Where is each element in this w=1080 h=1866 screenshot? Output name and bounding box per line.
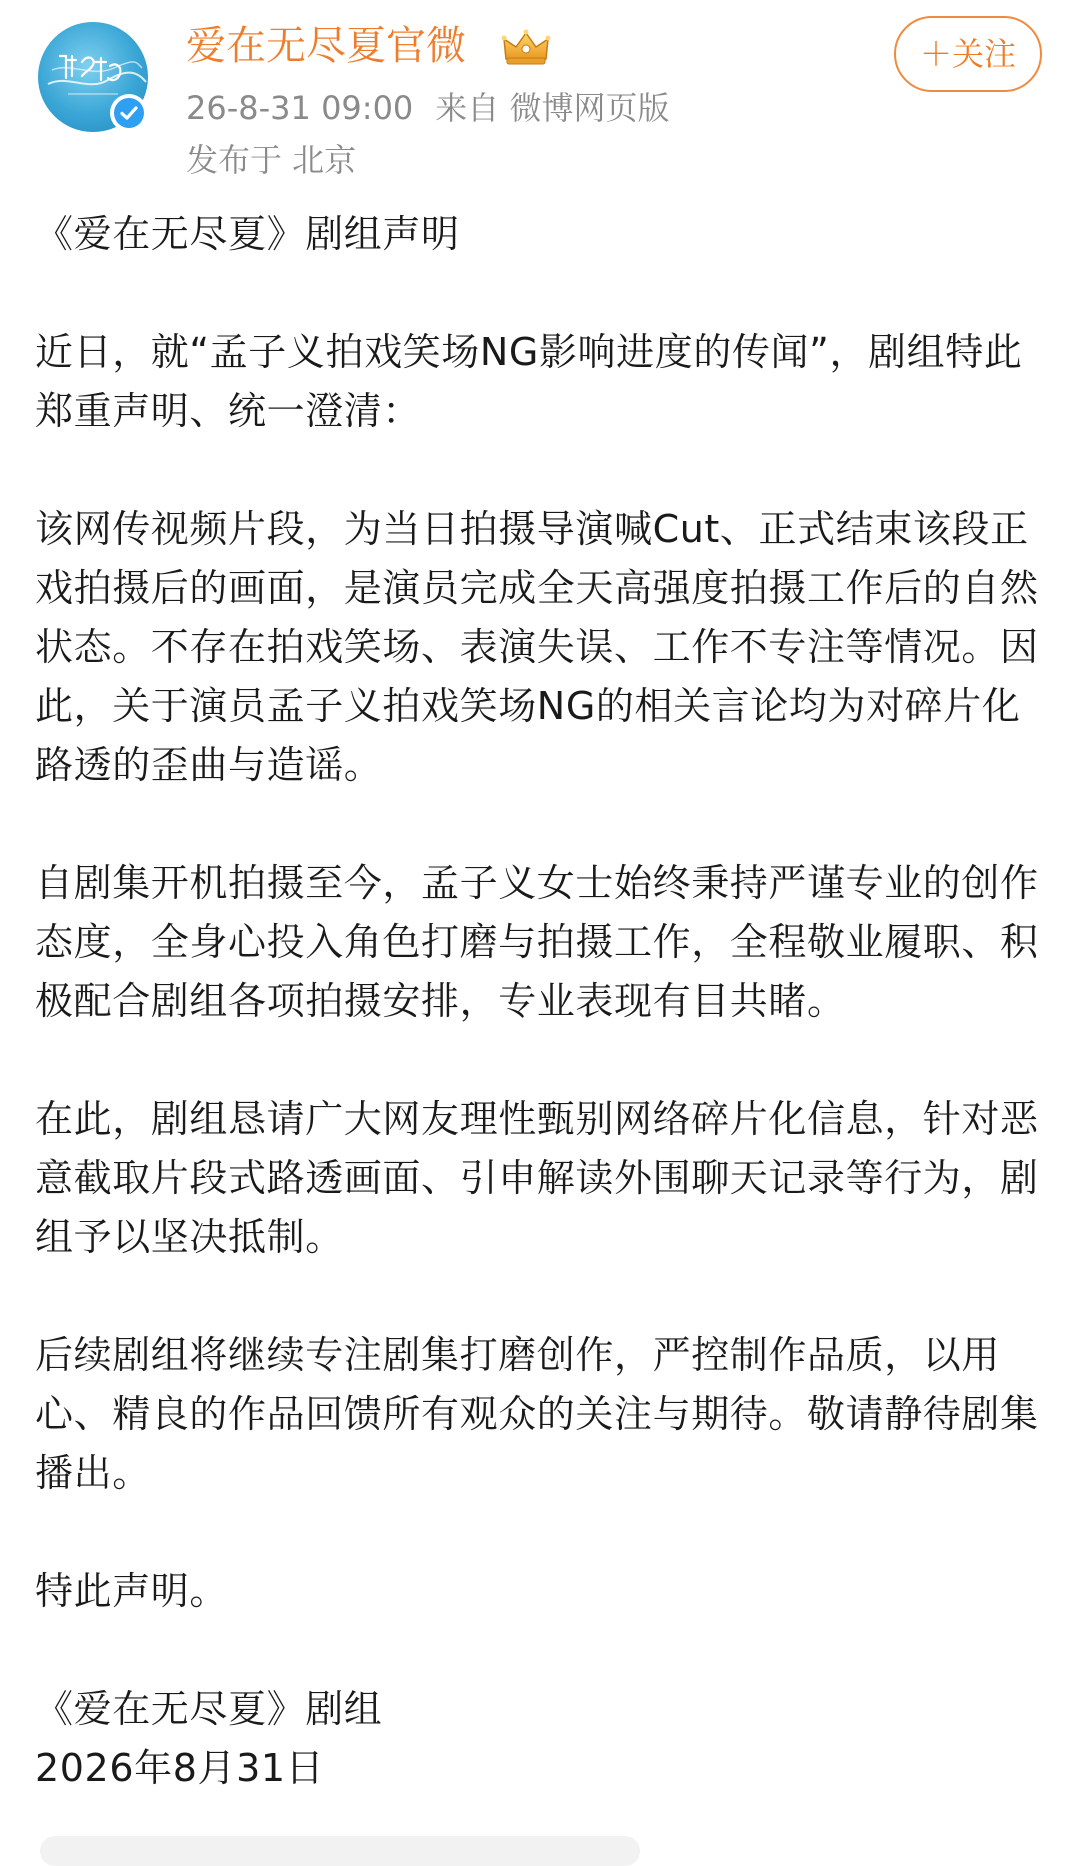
comment-bar[interactable] (40, 1836, 640, 1866)
post-header (0, 0, 1080, 200)
post-location: 发布于 北京 (186, 141, 357, 179)
post-paragraph: 该网传视频片段，为当日拍摄导演喊Cut、正式结束该段正戏拍摄后的画面，是演员完成全天高强度拍摄工作后的自然状态。不存在拍戏笑场、表演失误、工作不专注等情况。因此，关于演员孟子义拍戏笑场NG的相关言论均为对碎片化路透的歪曲与造谣。 (35, 507, 1039, 787)
account-name[interactable]: 爱在无尽夏官微 (186, 23, 466, 69)
post-date: 2026年8月31日 (35, 1746, 325, 1790)
follow-button[interactable]: ＋关注 (894, 16, 1042, 92)
post-paragraph: 自剧集开机拍摄至今，孟子义女士始终秉持严谨专业的创作态度，全身心投入角色打磨与拍摄工作，全程敬业履职、积极配合剧组各项拍摄安排，专业表现有目共睹。 (35, 861, 1039, 1023)
verified-badge (110, 94, 148, 132)
post-title: 《爱在无尽夏》剧组声明 (35, 212, 460, 256)
crown-icon (500, 27, 552, 67)
verified-check-icon (114, 98, 144, 128)
post-body (35, 205, 1050, 1798)
post-paragraph: 近日，就“孟子义拍戏笑场NG影响进度的传闻”，剧组特此郑重声明、统一澄清： (35, 330, 1023, 433)
post-paragraph: 在此，剧组恳请广大网友理性甄别网络碎片化信息，针对恶意截取片段式路透画面、引申解读外围聊天记录等行为，剧组予以坚决抵制。 (35, 1097, 1039, 1259)
post-signature: 《爱在无尽夏》剧组 (35, 1687, 383, 1731)
post-paragraph: 后续剧组将继续专注剧集打磨创作，严控制作品质，以用心、精良的作品回馈所有观众的关注与期待。敬请静待剧集播出。 (35, 1333, 1039, 1495)
post-closing: 特此声明。 (35, 1569, 229, 1613)
post-meta (186, 88, 669, 128)
post-timestamp: 26-8-31 09:00 (186, 89, 414, 127)
post-source: 来自 微博网页版 (435, 89, 670, 127)
